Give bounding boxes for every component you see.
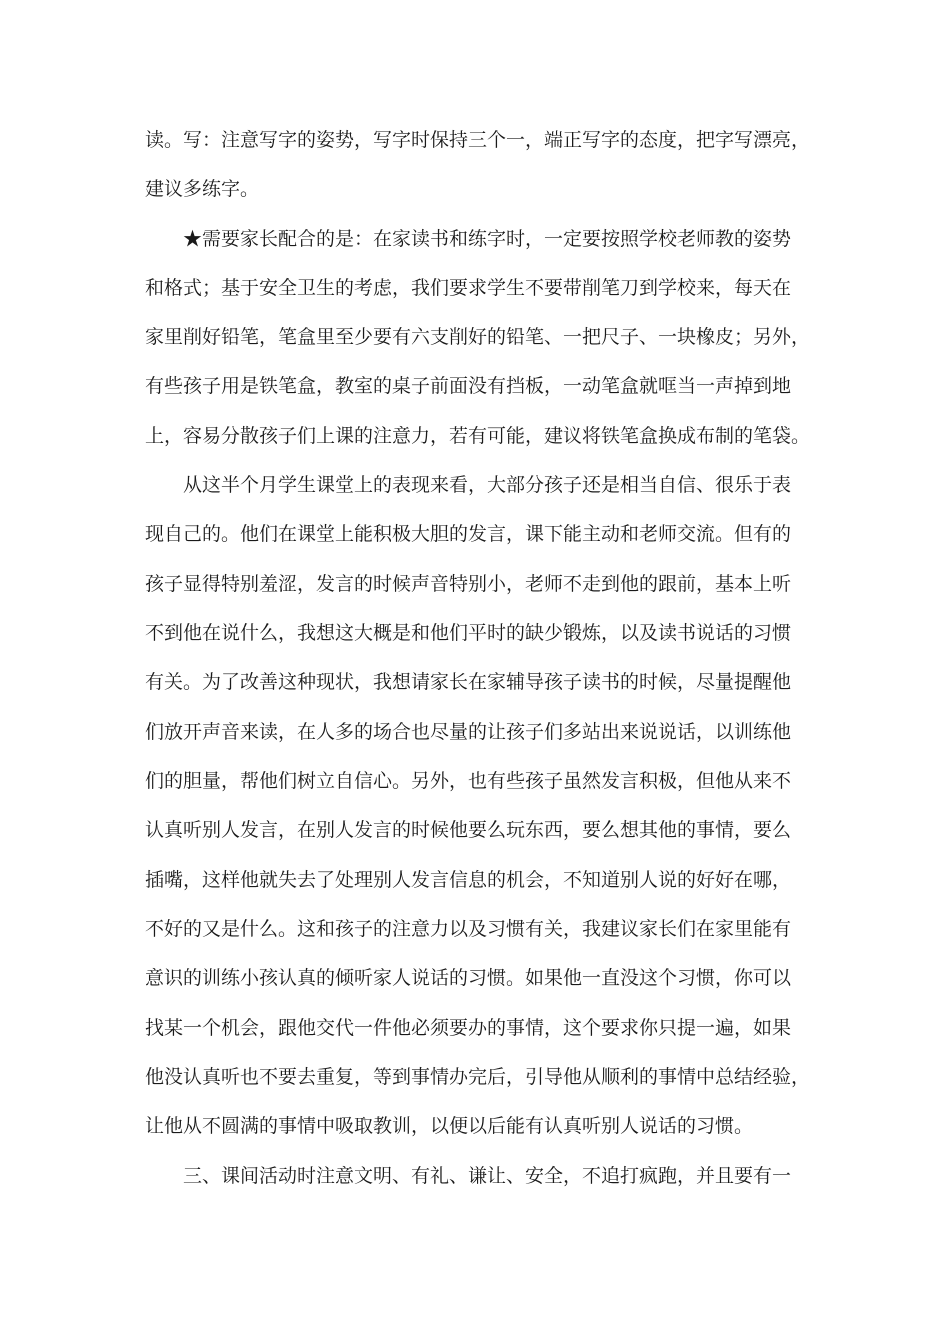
text-line: 有些孩子用是铁笔盒，教室的桌子前面没有挡板，一动笔盒就哐当一声掉到地 [145,375,792,397]
text-line: 建议多练字。 [145,178,260,200]
text-line: 上，容易分散孩子们上课的注意力，若有可能，建议将铁笔盒换成布制的笔袋。 [145,425,811,447]
text-line: 意识的训练小孩认真的倾听家人说话的习惯。如果他一直没这个习惯，你可以 [145,967,792,989]
text-line: 插嘴，这样他就失去了处理别人发言信息的机会，不知道别人说的好好在哪， [145,869,792,891]
paragraph-start-line: 三、课间活动时注意文明、有礼、谦让、安全，不追打疯跑，并且要有一 [183,1165,792,1187]
text-line: 们放开声音来读，在人多的场合也尽量的让孩子们多站出来说说话，以训练他 [145,721,792,743]
text-line: 找某一个机会，跟他交代一件他必须要办的事情，这个要求你只提一遍，如果 [145,1017,792,1039]
text-line: 家里削好铅笔，笔盒里至少要有六支削好的铅笔、一把尺子、一块橡皮；另外， [145,326,811,348]
paragraph-start-line: ★需要家长配合的是：在家读书和练字时，一定要按照学校老师教的姿势 [183,228,792,250]
text-line: 有关。为了改善这种现状，我想请家长在家辅导孩子读书的时候，尽量提醒他 [145,671,792,693]
text-line: 不好的又是什么。这和孩子的注意力以及习惯有关，我建议家长们在家里能有 [145,918,792,940]
text-line: 读。写：注意写字的姿势，写字时保持三个一，端正写字的态度，把字写漂亮， [145,129,811,151]
text-line: 们的胆量，帮他们树立自信心。另外，也有些孩子虽然发言积极，但他从来不 [145,770,792,792]
text-line: 和格式；基于安全卫生的考虑，我们要求学生不要带削笔刀到学校来，每天在 [145,277,792,299]
paragraph-start-line: 从这半个月学生课堂上的表现来看，大部分孩子还是相当自信、很乐于表 [183,474,792,496]
text-line: 他没认真听也不要去重复，等到事情办完后，引导他从顺利的事情中总结经验， [145,1066,811,1088]
text-line: 孩子显得特别羞涩，发言的时候声音特别小，老师不走到他的跟前，基本上听 [145,573,792,595]
text-line: 认真听别人发言，在别人发言的时候他要么玩东西，要么想其他的事情，要么 [145,819,792,841]
text-line: 不到他在说什么，我想这大概是和他们平时的缺少锻炼，以及读书说话的习惯 [145,622,792,644]
text-line: 现自己的。他们在课堂上能积极大胆的发言，课下能主动和老师交流。但有的 [145,523,792,545]
text-line: 让他从不圆满的事情中吸取教训，以便以后能有认真听别人说话的习惯。 [145,1115,754,1137]
